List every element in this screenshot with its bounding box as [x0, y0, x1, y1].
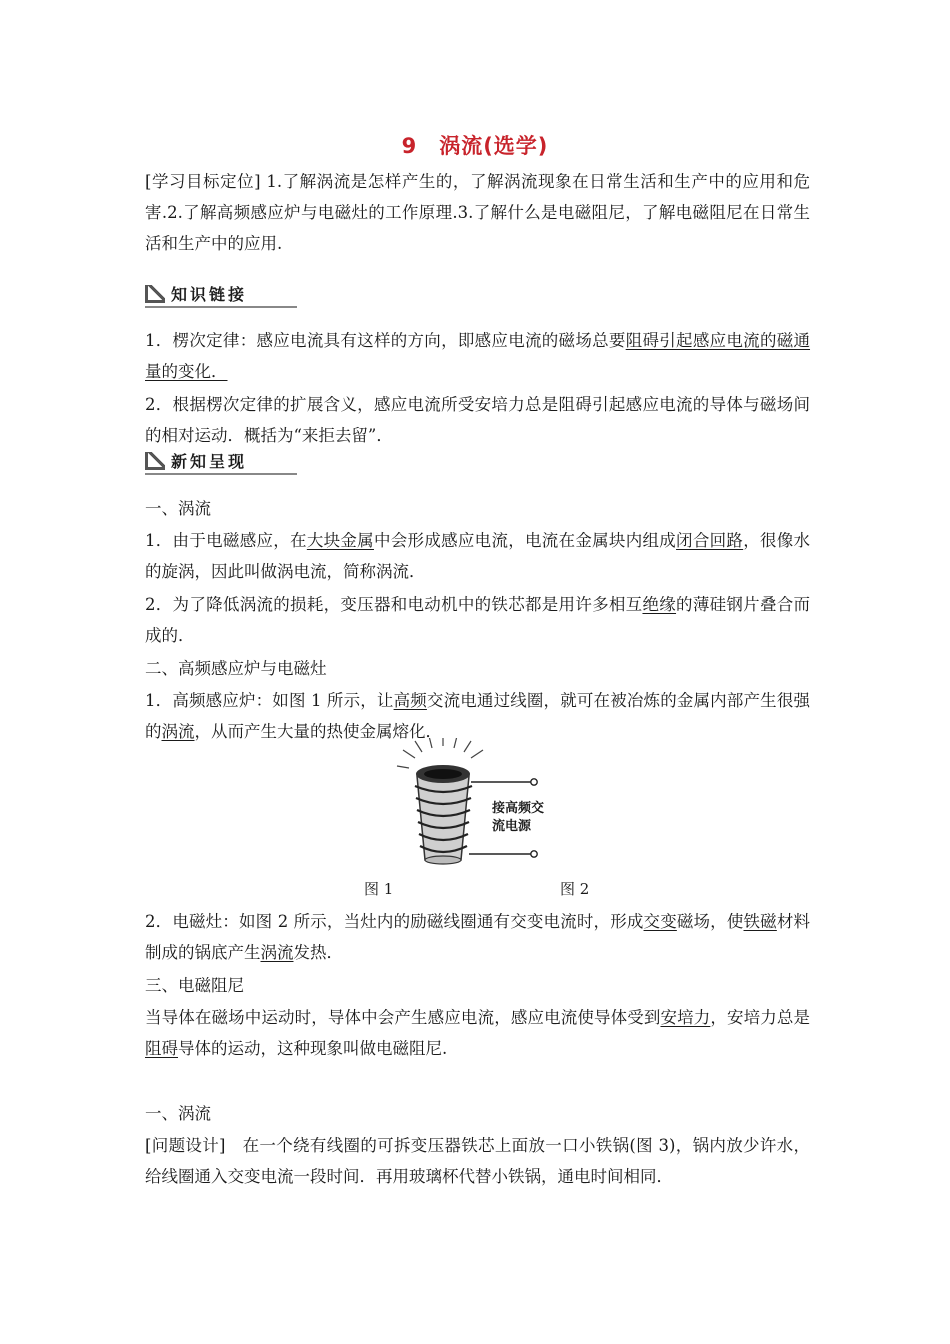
question-design-tag: [问题设计] — [145, 1136, 226, 1155]
figure-label — [492, 800, 544, 836]
text-span: 2．电磁灶：如图 2 所示，当灶内的励磁线圈通有交变电流时，形成 — [145, 912, 644, 931]
figure-label-line: 流电源 — [492, 819, 532, 834]
underlined-term: 阻碍 — [145, 1039, 178, 1058]
induction-cooker-item — [145, 906, 810, 968]
underlined-term: 铁磁 — [743, 912, 777, 931]
text-span: 2．为了降低涡流的损耗，变压器和电动机中的铁芯都是用许多相互 — [145, 595, 643, 614]
knowledge-item-2: 2．根据楞次定律的扩展含义，感应电流所受安培力总是阻碍引起感应电流的导体与磁场间的相对运动．概括为“来拒去留”． — [145, 395, 810, 445]
text-span: 交流电通过线圈，就可在被冶炼的金属内部产生很强的 — [145, 691, 810, 741]
section-heading-knowledge-link — [145, 282, 297, 308]
underlined-term: 安培力 — [660, 1008, 711, 1027]
section-underline — [145, 473, 297, 475]
page-title — [0, 130, 950, 160]
underlined-term: 涡流 — [260, 943, 294, 962]
eddy-item-2 — [145, 589, 810, 651]
eddy-item-1 — [145, 525, 810, 587]
text-span: 发热． — [293, 943, 343, 962]
knowledge-item-1 — [145, 325, 810, 387]
subsection-title: 一、涡流 — [145, 499, 211, 518]
subsection-title: 三、电磁阻尼 — [145, 976, 244, 995]
section-heading-label: 新知呈现 — [171, 452, 248, 471]
figure-label-line: 接高频交 — [492, 801, 545, 816]
figure-2-caption: 图 2 — [560, 880, 590, 898]
objectives-tag: [学习目标定位] — [145, 172, 261, 191]
title-text: 涡流(选学) — [439, 134, 549, 158]
section-heading-new-knowledge — [145, 449, 297, 475]
underlined-term: 大块金属 — [306, 531, 374, 550]
objectives-text: 1.了解涡流是怎样产生的，了解涡流现象在日常生活和生产中的应用和危害.2.了解高频感应炉与电磁灶的工作原理.3.了解什么是电磁阻尼，了解电磁阻尼在日常生活和生产中的应用. — [145, 172, 810, 253]
text-span: ，安培力总是 — [710, 1008, 811, 1027]
subsection-title: 二、高频感应炉与电磁灶 — [145, 659, 327, 678]
section-marker-icon — [145, 285, 165, 303]
subsection-title: 一、涡流 — [145, 1104, 211, 1123]
text-span: 中会形成感应电流，电流在金属块内组成 — [373, 531, 677, 550]
section-marker-icon — [145, 452, 165, 470]
text-span: 的薄硅钢片叠合而成的． — [145, 595, 811, 645]
text-span: ，很像水的旋涡，因此叫做涡电流，简称涡流． — [145, 531, 811, 581]
underlined-term: 涡流 — [161, 722, 195, 741]
text-span: 1．由于电磁感应，在 — [145, 531, 307, 550]
underlined-term: 高频 — [393, 691, 427, 710]
figure-1-caption: 图 1 — [364, 880, 394, 898]
section-heading-label: 知识链接 — [171, 285, 248, 304]
question-design-text: 在一个绕有线圈的可拆变压器铁芯上面放一口小铁锅(图 3)，锅内放少许水，给线圈通入交变电流一段时间．再用玻璃杯代替小铁锅，通电时间相同． — [145, 1136, 811, 1186]
text-span: 材料制成的锅底产生 — [145, 912, 811, 962]
knowledge-item-1-underline: 阻碍引起感应电流的磁通量的变化． — [145, 331, 811, 381]
text-span: 导体的运动，这种现象叫做电磁阻尼. — [178, 1039, 448, 1058]
electromagnetic-damping-text — [145, 1002, 810, 1064]
text-span: ，从而产生大量的热使金属熔化． — [194, 722, 442, 741]
induction-furnace-figure — [395, 738, 575, 868]
learning-objectives — [145, 166, 810, 259]
underlined-term: 闭合回路 — [676, 531, 744, 550]
section-underline — [145, 306, 297, 308]
underlined-term: 交变 — [643, 912, 677, 931]
title-number: 9 — [401, 134, 418, 158]
text-span: 当导体在磁场中运动时，导体中会产生感应电流，感应电流使导体受到 — [145, 1008, 661, 1027]
text-span: 1．高频感应炉：如图 1 所示，让 — [145, 691, 394, 710]
underlined-term: 绝缘 — [642, 595, 677, 614]
question-design — [145, 1130, 810, 1192]
knowledge-item-1-text: 1．楞次定律：感应电流具有这样的方向，即感应电流的磁场总要 — [145, 331, 626, 350]
text-span: 磁场，使 — [676, 912, 744, 931]
